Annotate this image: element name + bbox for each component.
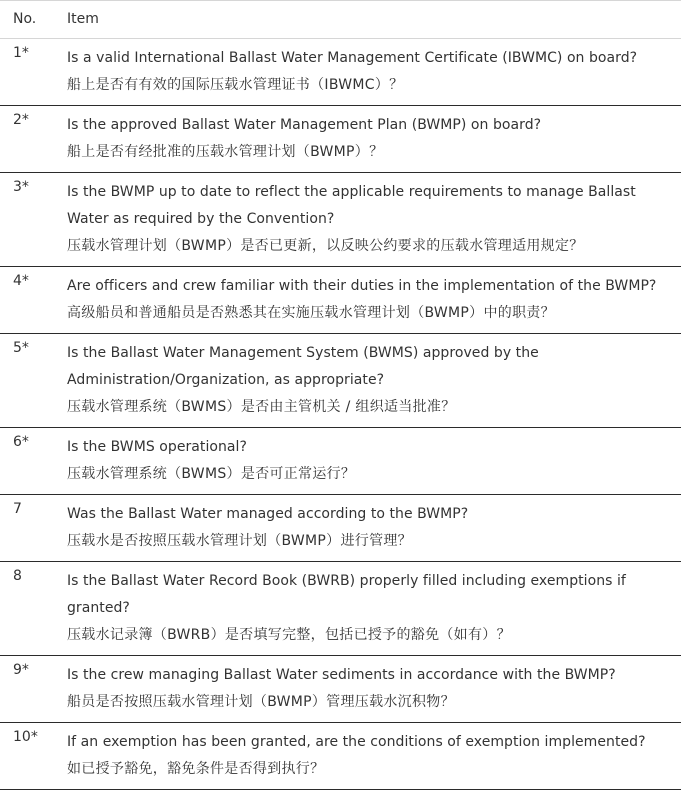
column-header-item: Item (55, 1, 681, 39)
row-number: 8 (0, 562, 55, 656)
row-item (55, 656, 681, 723)
row-number: 2* (0, 106, 55, 173)
table-row (0, 723, 681, 790)
table-row (0, 334, 681, 428)
item-text-en: If an exemption has been granted, are the conditions of exemption implemented? (67, 734, 646, 750)
row-number: 3* (0, 173, 55, 267)
table-header-row (0, 1, 681, 39)
item-text-zh: 船上是否有经批准的压载水管理计划（BWMP）？ (67, 144, 384, 160)
item-text-zh: 压载水管理系统（BWMS）是否由主管机关 / 组织适当批准？ (67, 399, 456, 415)
item-text-en: Are officers and crew familiar with their duties in the implementation of the BWMP? (67, 278, 657, 294)
item-text-en: Is a valid International Ballast Water Management Certificate (IBWMC) on board? (67, 50, 638, 66)
item-text-en: Was the Ballast Water managed according to the BWMP? (67, 506, 469, 522)
item-text-zh: 如已授予豁免，豁免条件是否得到执行？ (67, 761, 325, 777)
item-text-en: Is the crew managing Ballast Water sediments in accordance with the BWMP? (67, 667, 616, 683)
table-row (0, 267, 681, 334)
item-text-zh: 高级船员和普通船员是否熟悉其在实施压载水管理计划（BWMP）中的职责？ (67, 305, 555, 321)
row-number: 7 (0, 495, 55, 562)
table-row (0, 656, 681, 723)
row-item (55, 723, 681, 790)
row-number: 5* (0, 334, 55, 428)
row-item (55, 39, 681, 106)
item-text-en: Is the BWMP up to date to reflect the applicable requirements to manage Ballast Water as required by the Convention? (67, 184, 636, 227)
item-text-zh: 压载水管理系统（BWMS）是否可正常运行？ (67, 466, 356, 482)
row-number: 9* (0, 656, 55, 723)
row-item (55, 562, 681, 656)
item-text-zh: 船上是否有有效的国际压载水管理证书（IBWMC）？ (67, 77, 404, 93)
column-header-no: No. (0, 1, 55, 39)
item-text-en: Is the Ballast Water Management System (BWMS) approved by the Administration/Organization, as appropriate? (67, 345, 539, 388)
table-row (0, 39, 681, 106)
table-row (0, 562, 681, 656)
row-item (55, 173, 681, 267)
row-number: 4* (0, 267, 55, 334)
row-number: 6* (0, 428, 55, 495)
table-row (0, 173, 681, 267)
item-text-zh: 船员是否按照压载水管理计划（BWMP）管理压载水沉积物？ (67, 694, 455, 710)
item-text-en: Is the approved Ballast Water Management Plan (BWMP) on board? (67, 117, 542, 133)
item-text-zh: 压载水是否按照压载水管理计划（BWMP）进行管理？ (67, 533, 412, 549)
item-text-zh: 压载水记录簿（BWRB）是否填写完整，包括已授予的豁免（如有）？ (67, 627, 511, 643)
row-item (55, 267, 681, 334)
row-item (55, 334, 681, 428)
table-row (0, 495, 681, 562)
row-number: 1* (0, 39, 55, 106)
item-text-en: Is the Ballast Water Record Book (BWRB) properly filled including exemptions if granted? (67, 573, 626, 616)
item-text-en: Is the BWMS operational? (67, 439, 247, 455)
row-number: 10* (0, 723, 55, 790)
item-text-zh: 压载水管理计划（BWMP）是否已更新，以反映公约要求的压载水管理适用规定？ (67, 238, 584, 254)
row-item (55, 106, 681, 173)
row-item (55, 495, 681, 562)
row-item (55, 428, 681, 495)
table-row (0, 106, 681, 173)
table-row (0, 428, 681, 495)
